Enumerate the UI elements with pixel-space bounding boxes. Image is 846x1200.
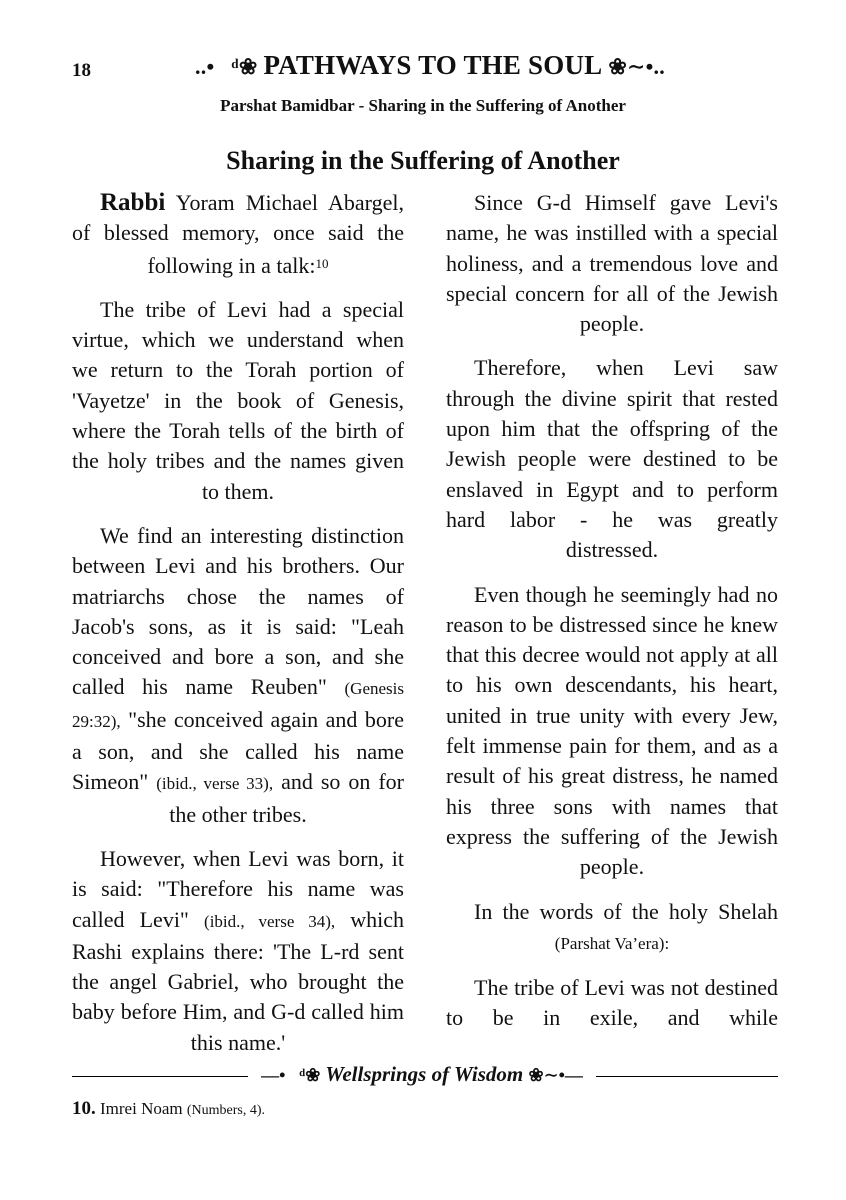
- article-title: Sharing in the Suffering of Another: [226, 146, 620, 175]
- lead-word: Rabbi: [100, 189, 166, 216]
- footnote-text: Imrei Noam: [95, 1099, 187, 1118]
- paragraph: The tribe of Levi had a special virtue, which we understand when we return to the Torah portion of 'Vayetze' in the book of Genesis, where the Torah tells of the birth of the holy tribes and the names given to them.: [72, 296, 404, 504]
- footer-rule-right: [596, 1076, 778, 1077]
- paragraph: [446, 897, 778, 960]
- paragraph-text: which Rashi explains there: 'The L-rd sent the angel Gabriel, who brought the baby before Him, and G-d called him this name.': [72, 906, 404, 1055]
- footer-rule-left: [72, 1076, 248, 1077]
- citation: (Genesis 29:32),: [72, 679, 404, 731]
- paragraph: [72, 521, 404, 830]
- running-title-bar: [120, 50, 740, 81]
- citation: (Parshat Va’era):: [554, 933, 670, 953]
- running-subtitle: Parshat Bamidbar - Sharing in the Suffering of Another: [220, 96, 626, 115]
- left-flourish-ornament: ..•∽ͩ❀: [195, 54, 258, 79]
- paragraph: Even though he seemingly had no reason to be distressed since he knew that this decree would not apply at all to his own descendants, his heart, united in true unity with every Jew, felt immense pain for them, and as a result of his great distress, he named his three sons with names that express the suffering of the Jewish people.: [446, 581, 778, 880]
- running-title: PATHWAYS TO THE SOUL: [263, 50, 603, 80]
- paragraph: The tribe of Levi was not destined to be in exile, and while: [446, 975, 778, 1031]
- footnote-reference: 10: [315, 255, 329, 271]
- footer-ornament-text: Wellsprings of Wisdom: [325, 1062, 524, 1086]
- paragraph: [72, 844, 404, 1058]
- citation: (ibid., verse 33),: [156, 774, 274, 794]
- paragraph-text: However, when Levi was born, it is said: "Therefore his name was called Levi": [72, 845, 404, 932]
- right-column: [446, 188, 778, 1034]
- footer-ornament: [248, 1062, 596, 1087]
- paragraph-text: We find an interesting distinction between Levi and his brothers. Our matriarchs chose the names of Jacob's sons, as it is said: "Leah conceived and bore a son, and she called his name Reuben": [72, 522, 404, 700]
- paragraph-text: "she conceived again and bore a son, and she called his name Simeon": [72, 706, 404, 795]
- footer-left-flourish: —•∽ͩ❀: [261, 1065, 321, 1085]
- paragraph: Since G-d Himself gave Levi's name, he was instilled with a special holiness, and a tremendous love and special concern for all of the Jewish people.: [446, 190, 778, 337]
- paragraph: Therefore, when Levi saw through the divine spirit that rested upon him that the offspring of the Jewish people were destined to be enslaved in Egypt and to perform hard labor - he was greatly distressed.: [446, 355, 778, 563]
- citation: (ibid., verse 34),: [204, 911, 336, 931]
- footnote-citation: (Numbers, 4).: [186, 1103, 266, 1118]
- footer-right-flourish: ❀∼•—: [528, 1065, 583, 1085]
- left-column: [72, 188, 404, 1058]
- paragraph: [72, 188, 404, 281]
- right-flourish-ornament: ❀∼•..: [608, 54, 665, 79]
- page-number: 18: [72, 60, 91, 81]
- paragraph-text: Yoram Michael Abargel, of blessed memory, once said the following in a talk:: [72, 190, 404, 278]
- footnote-number: 10.: [72, 1098, 96, 1119]
- paragraph-text: In the words of the holy Shelah: [474, 898, 778, 924]
- footnote: [72, 1098, 265, 1120]
- paragraph-text: and so on for the other tribes.: [169, 769, 405, 827]
